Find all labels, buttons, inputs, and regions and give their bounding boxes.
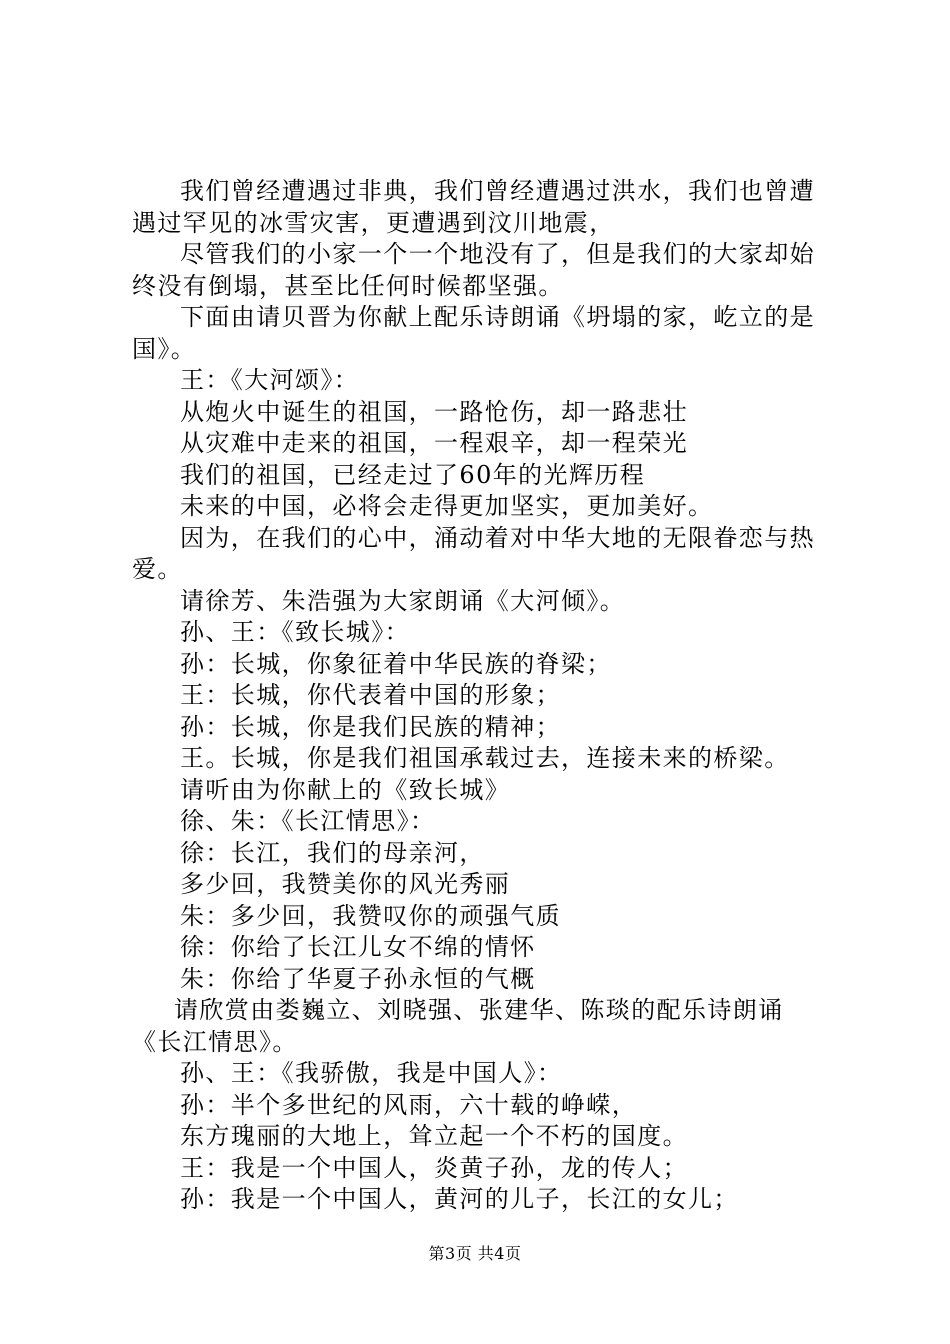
text-line: 王。长城，你是我们祖国承载过去，连接未来的桥梁。 (180, 744, 790, 772)
text-line: 因为，在我们的心中，涌动着对中华大地的无限眷恋与热 (180, 523, 815, 552)
text-line: 请徐芳、朱浩强为大家朗诵《大河倾》。 (180, 586, 626, 615)
text-line: 下面由请贝晋为你献上配乐诗朗诵《坍塌的家，屹立的是 (180, 303, 815, 331)
page-footer: 第3页 共4页 (428, 1244, 522, 1263)
text-line: 爱。 (132, 555, 183, 583)
text-line: 徐：长江，我们的母亲河， (180, 838, 485, 867)
text-line: 尽管我们的小家一个一个地没有了，但是我们的大家却始 (180, 240, 815, 268)
text-line: 王：我是一个中国人，炎黄子孙，龙的传人； (180, 1153, 688, 1182)
text-line: 请欣赏由娄巍立、刘晓强、张建华、陈琰的配乐诗朗诵 (174, 996, 784, 1024)
text-line: 多少回，我赞美你的风光秀丽 (180, 870, 511, 898)
text-line: 未来的中国，必将会走得更加坚实，更加美好。 (180, 492, 714, 520)
text-line: 朱：你给了华夏子孙永恒的气概 (180, 964, 536, 993)
text-line: 遇过罕见的冰雪灾害，更遭遇到汶川地震， (132, 208, 615, 237)
text-line: 孙：我是一个中国人，黄河的儿子，长江的女儿； (180, 1185, 739, 1213)
text-line: 从炮火中诞生的祖国，一路怆伤，却一路悲壮 (180, 397, 688, 426)
document-body (132, 176, 832, 1216)
text-line: 请听由为你献上的《致长城》 (180, 775, 511, 804)
text-line: 国》。 (132, 334, 197, 363)
text-line: 孙：长城，你是我们民族的精神； (180, 712, 561, 741)
text-line: 终没有倒塌，甚至比任何时候都坚强。 (132, 271, 564, 300)
text-line: 王：长城，你代表着中国的形象； (180, 681, 561, 709)
text-line: 我们曾经遭遇过非典，我们曾经遭遇过洪水，我们也曾遭 (180, 177, 815, 205)
text-line: 我们的祖国，已经走过了60年的光辉历程 (180, 460, 646, 489)
text-line: 《长江情思》。 (132, 1027, 298, 1056)
text-line: 东方瑰丽的大地上，耸立起一个不朽的国度。 (180, 1122, 688, 1150)
text-line: 孙、王：《我骄傲，我是中国人》： (180, 1059, 563, 1087)
text-line: 徐、朱：《长江情思》： (180, 807, 436, 835)
text-line: 王：《大河颂》： (180, 366, 360, 394)
text-line: 徐：你给了长江儿女不绵的情怀 (180, 933, 536, 961)
text-line: 朱：多少回，我赞叹你的顽强气质 (180, 901, 561, 930)
text-line: 孙、王：《致长城》： (180, 618, 410, 646)
text-line: 从灾难中走来的祖国，一程艰辛，却一程荣光 (180, 429, 688, 457)
text-line: 孙：长城，你象征着中华民族的脊梁； (180, 649, 612, 678)
text-line: 孙：半个多世纪的风雨，六十载的峥嵘， (180, 1090, 638, 1119)
